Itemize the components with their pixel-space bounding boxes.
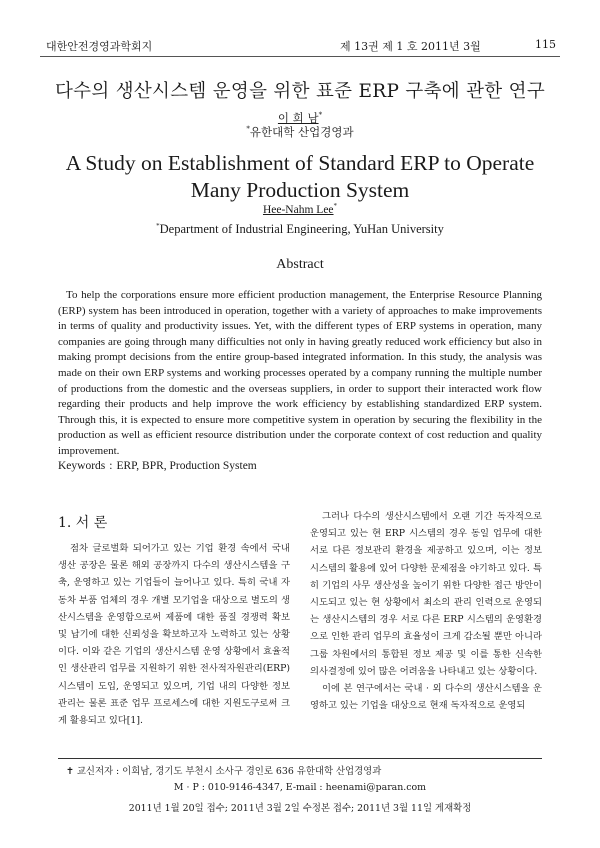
body-paragraph: 그러나 다수의 생산시스템에서 오랜 기간 독자적으로 운영되고 있는 현 ERP 시스템의 경우 동일 업무에 대한 서로 다른 정보관리 환경을 제공하고 있으며, 이는 정보 시스템의 활용에 있어 다양한 문제점을 야기하고 있다. 특히 기업의 사무 생산성을 높이기 위한 다양한 접근 방안이 시도되고 있는 현 상황에서 최소의 관리 인력으로 운영되는 생산시스템의 경우 서로 다른 ERP 시스템의 운영환경으로 인한 관리 업무의 효율성이 크게 감소될 뿐만 아니라 그룹 차원에서의 통합된 정보 제공 및 이를 통한 신속한 의사결정에 있어 많은 어려움을 나타내고 있는 상황이다. — [310, 511, 542, 677]
affiliation-english-text: Department of Industrial Engineering, YuHan University — [159, 222, 444, 236]
author-korean-mark: * — [318, 111, 323, 120]
abstract-body: To help the corporations ensure more efficient production management, the Enterprise Resource Planning (ERP) system has been introduced in operation, together with a variety of approaches to make improvements in terms of quality and productivity issues. Yet, with the different types of ERP systems in operation, many companies are going through many difficulties not only in having greatly reduced work efficiency but also in making prompt decisions from the entire group-based integrated information. In this study, the analysis was made on their own ERP systems and working processes operated by a company running the multiple number of productions from the domestic and the overseas suppliers, in order to support their interacted work flow regarding their products and help improve the work efficiency by establishing standardized ERP system. Through this, it is expected to ensure more competitive system in operation by securing the flexibility in the production as well as efficient resource distribution under the corporate context of cost reduction and quality improvement. — [58, 289, 542, 457]
affiliation-korean-text: 유한대학 산업경영과 — [249, 125, 354, 139]
author-english-name: Hee-Nahm Lee — [262, 204, 334, 216]
section-heading: 1. 서 론 — [58, 515, 108, 531]
affiliation-korean-mark: * — [246, 125, 250, 134]
author-korean-name: 이 희 남 — [277, 111, 319, 125]
title-english: A Study on Establishment of Standard ERP to Operate Many Production System — [65, 151, 535, 202]
page-number: 115 — [535, 38, 556, 51]
journal-name: 대한안전경영과학회지 — [46, 40, 153, 53]
volume-info: 제 13권 제 1 호 2011년 3월 — [340, 40, 481, 53]
body-column-right — [310, 508, 542, 714]
keywords-separator: : — [109, 460, 113, 472]
keywords-values: ERP, BPR, Production System — [116, 460, 257, 472]
author-english-mark: * — [333, 202, 338, 211]
footnote-dates: 2011년 1월 20일 접수; 2011년 3월 2일 수정본 접수; 2011년 3월 11일 게재확정 — [128, 803, 472, 814]
affiliation-english — [0, 222, 600, 237]
running-header — [40, 38, 560, 52]
affiliation-korean — [0, 124, 600, 140]
title-korean: 다수의 생산시스템 운영을 위한 표준 ERP 구축에 관한 연구 — [55, 81, 545, 102]
footnote-corresponding-author: ✝ 교신저자 : 이희남, 경기도 부천시 소사구 경인로 636 유한대학 산업경영과 — [66, 766, 382, 777]
keywords-line — [58, 460, 257, 472]
affiliation-english-mark: * — [156, 221, 160, 230]
header-divider — [40, 56, 560, 57]
footnote-divider — [58, 758, 542, 759]
footnote-contact: M · P : 010-9146-4347, E-mail : heenami@paran.com — [173, 782, 427, 793]
author-english — [0, 204, 600, 216]
body-paragraph: 이에 본 연구에서는 국내 · 외 다수의 생산시스템을 운영하고 있는 기업을 대상으로 현재 독자적으로 운영되 — [310, 683, 542, 712]
keywords-label: Keywords — [58, 460, 106, 472]
body-column-left — [58, 540, 290, 729]
body-paragraph: 점차 글로벌화 되어가고 있는 기업 환경 속에서 국내 생산 공장은 물론 해외 공장까지 다수의 생산시스템을 구축, 운영하고 있는 기업들이 늘어나고 있다. 특히 국내 자동차 부품 업체의 경우 개별 모기업을 대상으로 별도의 생산시스템을 운영함으로써 제품에 대한 품질 경쟁력 확보 및 납기에 대한 신뢰성을 확보하고자 노력하고 있는 상황이다. 이와 같은 기업의 생산시스템 운영 상황에서 효율적인 생산관리 업무를 지원하기 위한 전사적자원관리(ERP) 시스템이 도입, 운영되고 있으며, 기업 내의 다양한 정보 관리는 물론 표준 업무 프로세스에 대한 지원도구로써 크게 활용되고 있다[1]. — [58, 543, 290, 727]
abstract-heading: Abstract — [276, 257, 324, 272]
